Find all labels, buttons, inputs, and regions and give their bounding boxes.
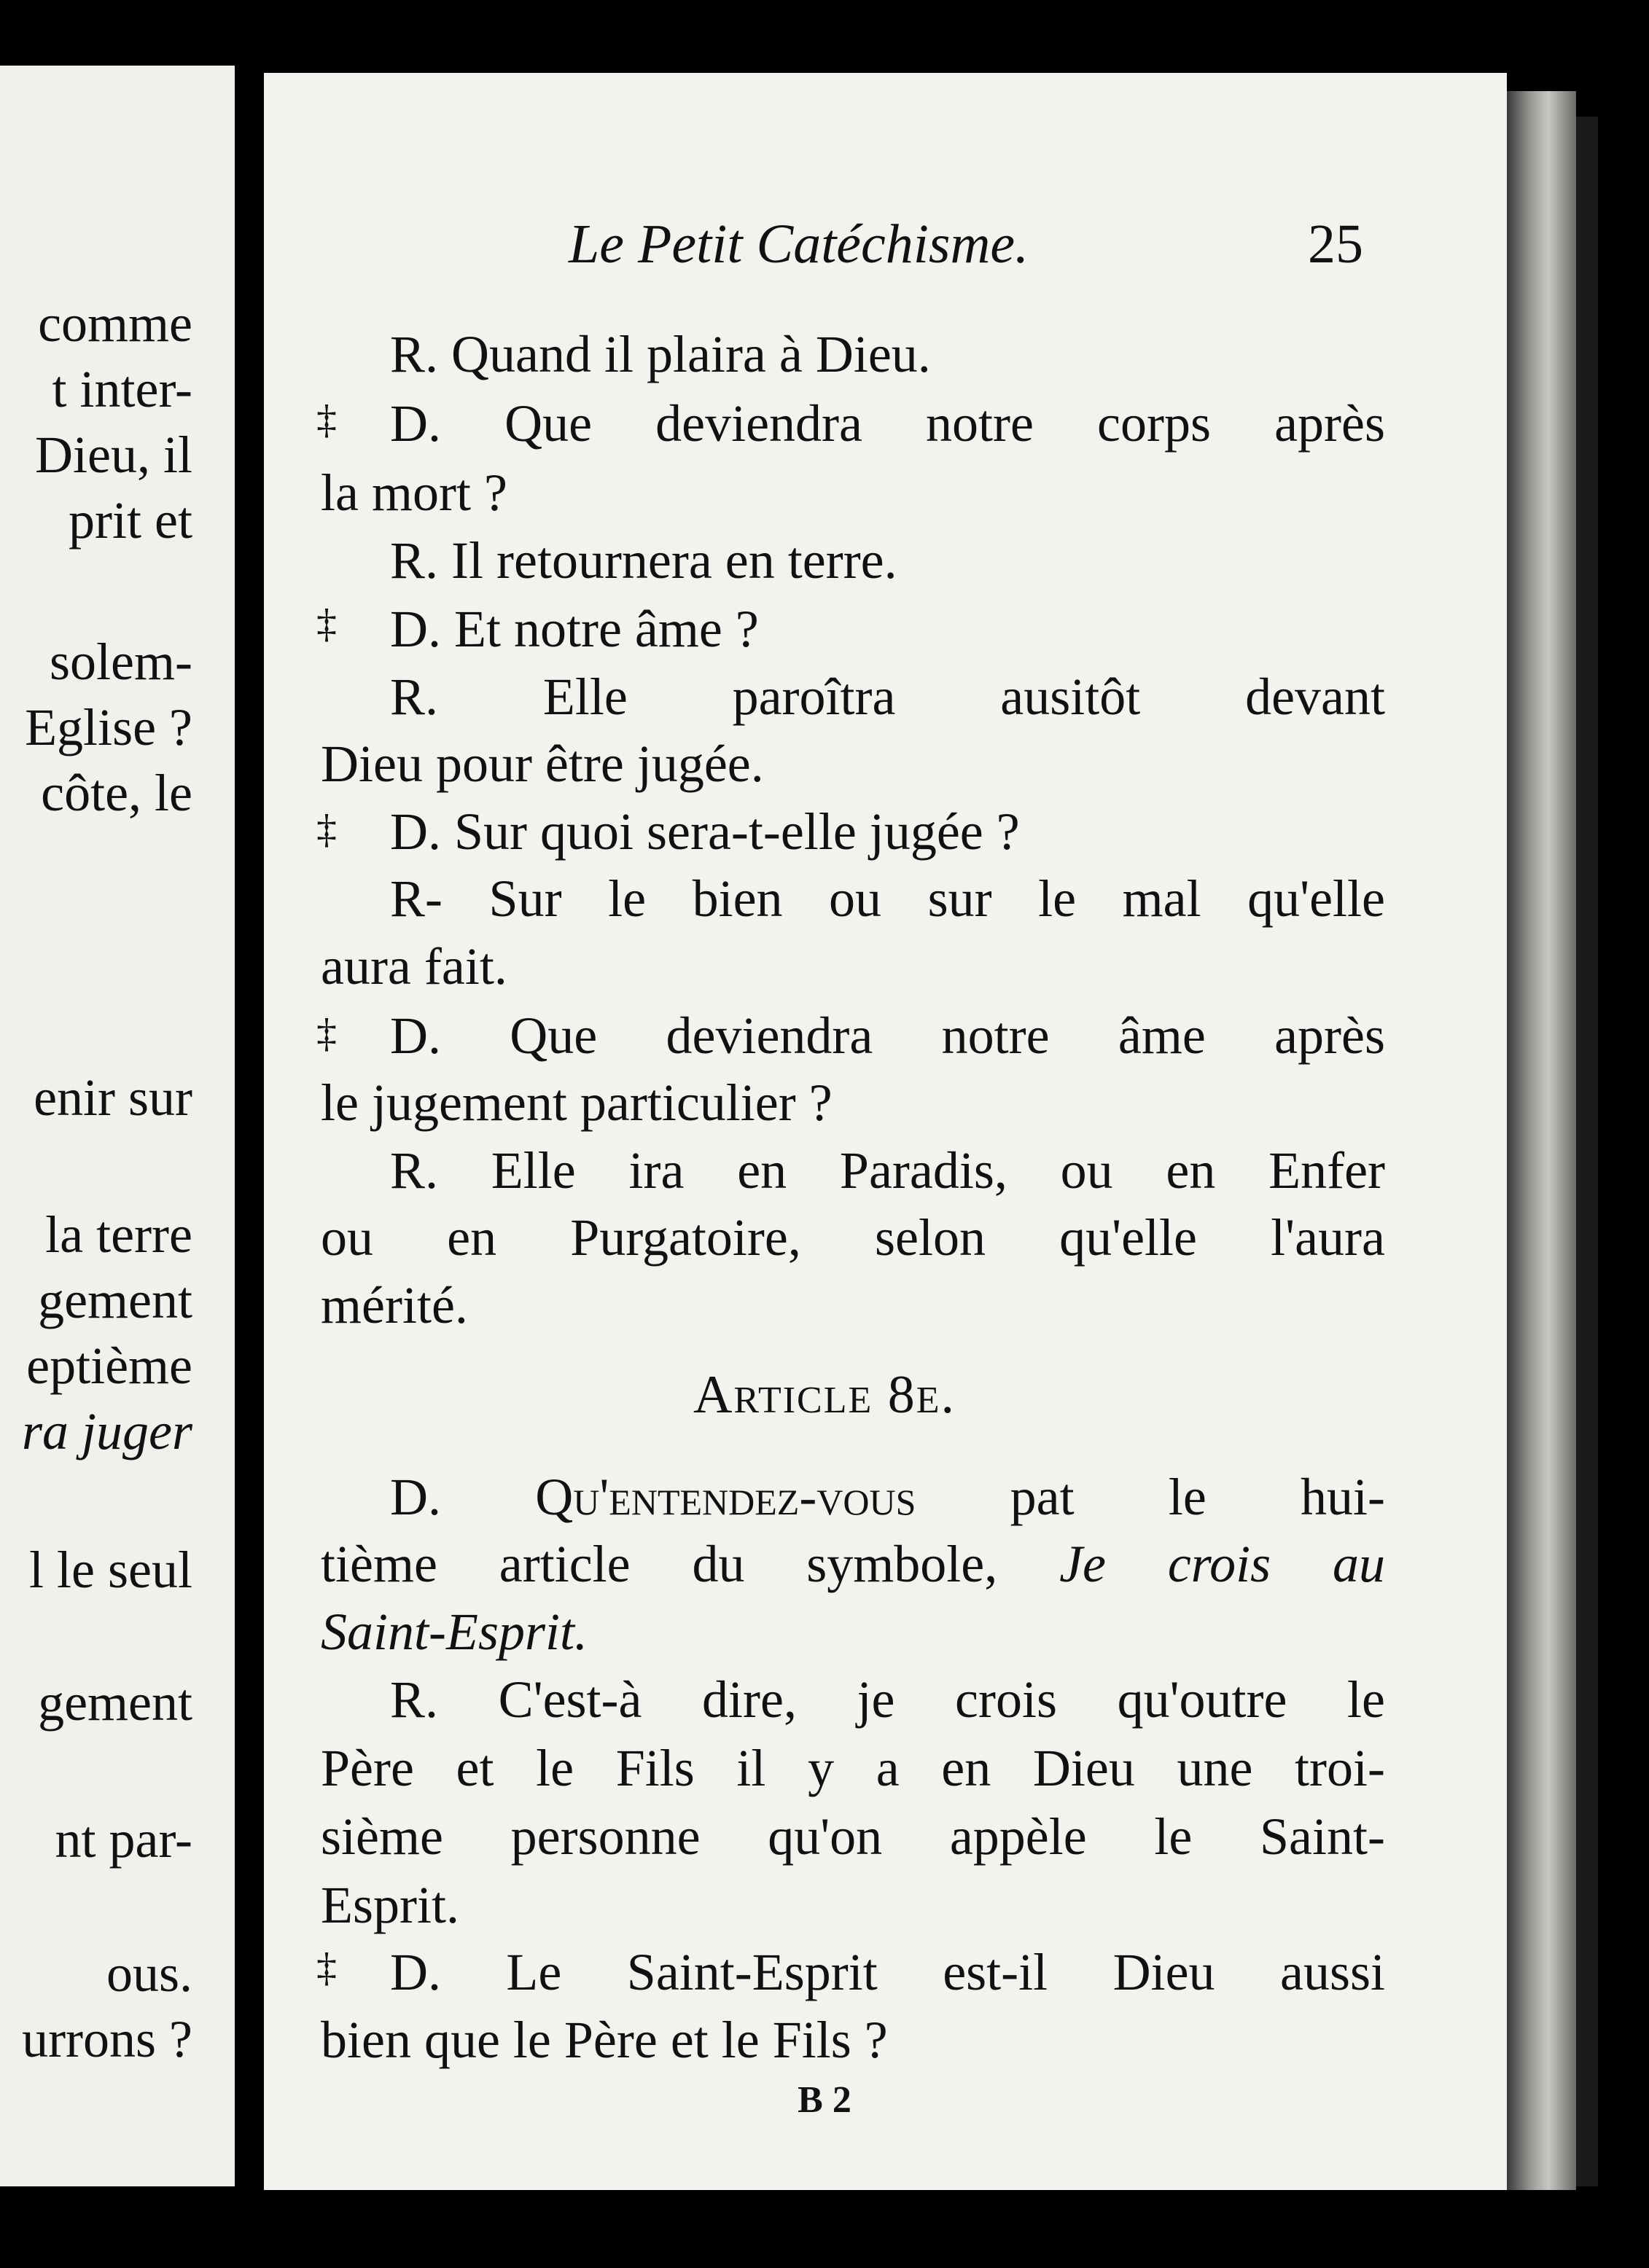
left-fragment: ra juger — [22, 1402, 192, 1460]
text-line: Père et le Fils il y a en Dieu une troi- — [321, 1739, 1385, 1797]
text-line: bien que le Père et le Fils ? — [321, 2011, 888, 2069]
text-line: D. Et notre âme ? — [390, 600, 759, 658]
left-fragment: nt par- — [55, 1810, 192, 1869]
text-line: aura fait. — [321, 937, 507, 996]
dagger-mark: ‡ — [316, 807, 337, 852]
left-fragment: urrons ? — [22, 2010, 192, 2068]
dagger-mark: ‡ — [316, 601, 337, 646]
text-line: D. Que deviendra notre corps après — [390, 394, 1385, 453]
text-line: R. Il retournera en terre. — [390, 531, 897, 590]
text-line: R. Elle ira en Paradis, ou en Enfer — [390, 1141, 1385, 1200]
article-heading: Article 8e. — [693, 1365, 956, 1425]
text-line: Dieu pour être jugée. — [321, 735, 764, 793]
left-page — [0, 66, 235, 2186]
page-number: 25 — [1308, 214, 1363, 275]
left-fragment: l le seul — [29, 1541, 192, 1599]
left-fragment: eptième — [26, 1337, 192, 1395]
running-header: Le Petit Catéchisme. — [569, 214, 1029, 275]
left-fragment: Eglise ? — [25, 698, 192, 756]
text-line: R- Sur le bien ou sur le mal qu'elle — [390, 869, 1385, 928]
left-fragment: enir sur — [34, 1068, 192, 1127]
text-line: Saint-Esprit. — [321, 1603, 588, 1661]
text-line: D. Qu'entendez-vous pat le hui- — [390, 1468, 1385, 1526]
left-fragment: gement — [38, 1673, 192, 1732]
book-gutter — [235, 66, 264, 2208]
text-line: ou en Purgatoire, selon qu'elle l'aura — [321, 1208, 1385, 1267]
dagger-mark: ‡ — [316, 1945, 337, 1990]
text-line: tième article du symbole, Je crois au — [321, 1535, 1385, 1593]
dagger-mark: ‡ — [316, 1011, 337, 1056]
text-line: le jugement particulier ? — [321, 1074, 833, 1132]
text-line: D. Sur quoi sera-t-elle jugée ? — [390, 802, 1020, 861]
left-fragment: t inter- — [52, 360, 192, 418]
left-fragment: Dieu, il — [35, 426, 192, 484]
left-fragment: solem- — [50, 633, 192, 691]
text-line: la mort ? — [321, 464, 507, 522]
text-line: mérité. — [321, 1276, 468, 1334]
page-edge-shadow — [1576, 117, 1598, 2186]
left-fragment: comme — [38, 294, 192, 353]
left-fragment: côte, le — [41, 764, 192, 822]
text-line: R. Quand il plaira à Dieu. — [390, 325, 931, 383]
text-line: R. C'est-à dire, je crois qu'outre le — [390, 1670, 1385, 1729]
left-fragment: prit et — [69, 491, 192, 550]
text-line: sième personne qu'on appèle le Saint- — [321, 1807, 1385, 1866]
left-fragment: ous. — [106, 1944, 192, 2003]
text-line: R. Elle paroîtra ausitôt devant — [390, 668, 1385, 726]
left-fragment: gement — [38, 1271, 192, 1329]
text-line: D. Que deviendra notre âme après — [390, 1006, 1385, 1065]
text-line: D. Le Saint-Esprit est-il Dieu aussi — [390, 1943, 1385, 2001]
dagger-mark: ‡ — [316, 397, 337, 442]
page-edge — [1507, 91, 1576, 2190]
signature-mark: B 2 — [798, 2079, 851, 2121]
left-fragment: la terre — [45, 1205, 192, 1264]
text-line: Esprit. — [321, 1876, 459, 1934]
